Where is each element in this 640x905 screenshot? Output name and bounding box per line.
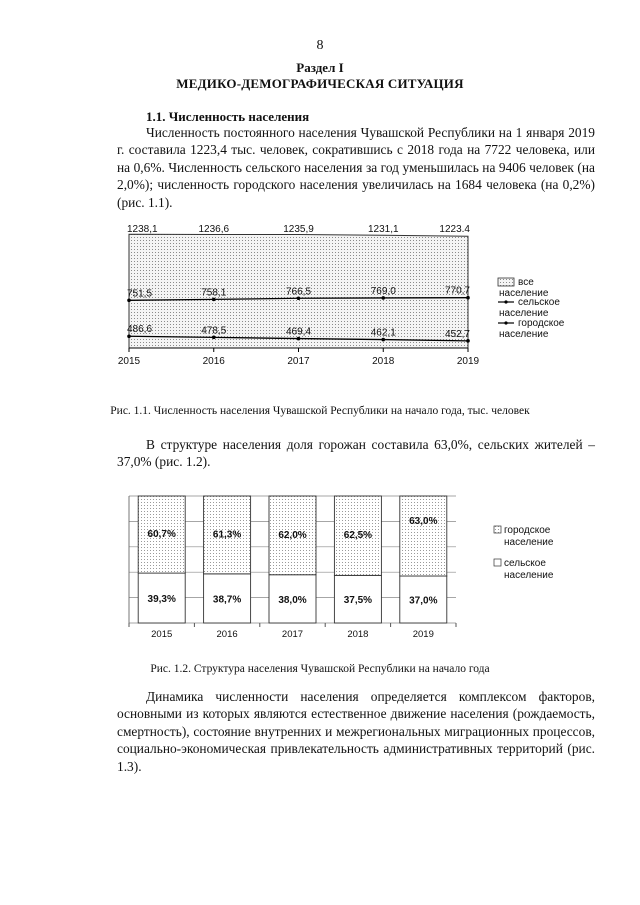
x-tick-label: 2017 <box>287 356 310 367</box>
subsection-heading: 1.1. Численность населения <box>146 109 310 124</box>
data-label: 37,5% <box>343 595 373 607</box>
data-label: 751,5 <box>127 288 153 300</box>
paragraph-text: Численность постоянного населения Чувашской Республики на 1 января 2019 г. составила 1223,4 тыс. человек, сократившись с 2018 года на 7722 человека, или на 0,6%. Численность сельского населения за год уменьшилась на 9406 человек (на 2,0%); численность городского населения увеличилась на 1684 человека (на 0,2%) (рис. 1.1). <box>117 125 595 210</box>
data-label: 39,3% <box>147 594 176 606</box>
data-label: 769,0 <box>370 285 396 297</box>
paragraph-dynamics <box>117 688 595 775</box>
data-label: 1236,6 <box>198 224 230 235</box>
data-label: 38,0% <box>278 594 307 606</box>
legend-label: население <box>504 570 554 581</box>
data-label: 1238,1 <box>127 224 158 235</box>
figure-caption-1: Рис. 1.1. Численность населения Чувашской Республики на начало года, тыс. человек <box>110 405 530 417</box>
x-tick-label: 2018 <box>372 356 395 367</box>
legend-marker <box>504 300 507 303</box>
figure-caption-2: Рис. 1.2. Структура населения Чувашской Республики на начало года <box>150 663 490 675</box>
data-label: 462,1 <box>370 327 396 339</box>
paragraph-population <box>117 124 595 211</box>
legend-label: население <box>499 288 549 299</box>
paragraph-structure <box>117 436 595 471</box>
data-label: 1231,1 <box>367 224 399 235</box>
paragraph-text: Динамика численности населения определяется комплексом факторов, основными из которых являются естественное движение населения (рождаемость, смертность), состояние внутренних и межрегиональных миграционных процессов, социально-экономическая привлекательность административных территорий (рис. 1.3). <box>117 689 595 774</box>
section-subtitle: МЕДИКО-ДЕМОГРАФИЧЕСКАЯ СИТУАЦИЯ <box>176 76 464 91</box>
x-tick-label: 2018 <box>347 629 369 640</box>
legend-label: все <box>518 277 534 288</box>
data-label: 61,3% <box>212 529 242 541</box>
data-label: 766,5 <box>285 286 312 298</box>
x-tick-label: 2015 <box>151 629 173 640</box>
data-label: 62,5% <box>343 530 373 542</box>
legend-label: сельское <box>518 297 560 308</box>
bar-urban <box>400 496 447 576</box>
data-label: 478,5 <box>201 325 227 337</box>
data-label: 62,0% <box>278 529 307 541</box>
structure-chart <box>110 486 590 644</box>
x-tick-label: 2016 <box>216 629 238 640</box>
data-label: 1235,9 <box>283 224 314 235</box>
legend-label: население <box>499 308 549 319</box>
legend-swatch-urban <box>494 526 501 533</box>
legend-label: городское <box>504 525 551 536</box>
data-label: 758,1 <box>201 287 227 299</box>
x-tick-label: 2019 <box>456 356 480 367</box>
section-title: Раздел I <box>296 60 344 75</box>
x-tick-label: 2015 <box>117 356 141 367</box>
x-tick-label: 2017 <box>281 629 304 640</box>
legend-swatch-rural <box>494 559 501 566</box>
data-label: 63,0% <box>409 516 438 528</box>
legend-label: население <box>499 329 549 340</box>
x-tick-label: 2016 <box>202 356 225 367</box>
data-label: 37,0% <box>409 595 438 607</box>
page-number: 8 <box>316 38 324 53</box>
data-label: 469,4 <box>285 326 312 338</box>
legend-label: городское <box>518 318 565 329</box>
legend-label: сельское <box>504 558 546 569</box>
data-label: 770,7 <box>444 285 470 297</box>
legend-marker <box>504 321 507 324</box>
legend-swatch-total <box>498 278 514 286</box>
data-label: 486,6 <box>127 324 153 336</box>
data-label: 60,7% <box>147 529 176 541</box>
data-label: 452,7 <box>444 328 470 340</box>
x-tick-label: 2019 <box>412 629 434 640</box>
legend-label: население <box>504 537 554 548</box>
population-chart <box>110 222 590 374</box>
data-label: 1223.4 <box>439 224 470 235</box>
paragraph-text: В структуре населения доля горожан составила 63,0%, сельских жителей – 37,0% (рис. 1.2). <box>117 437 595 470</box>
data-label: 38,7% <box>212 594 242 606</box>
